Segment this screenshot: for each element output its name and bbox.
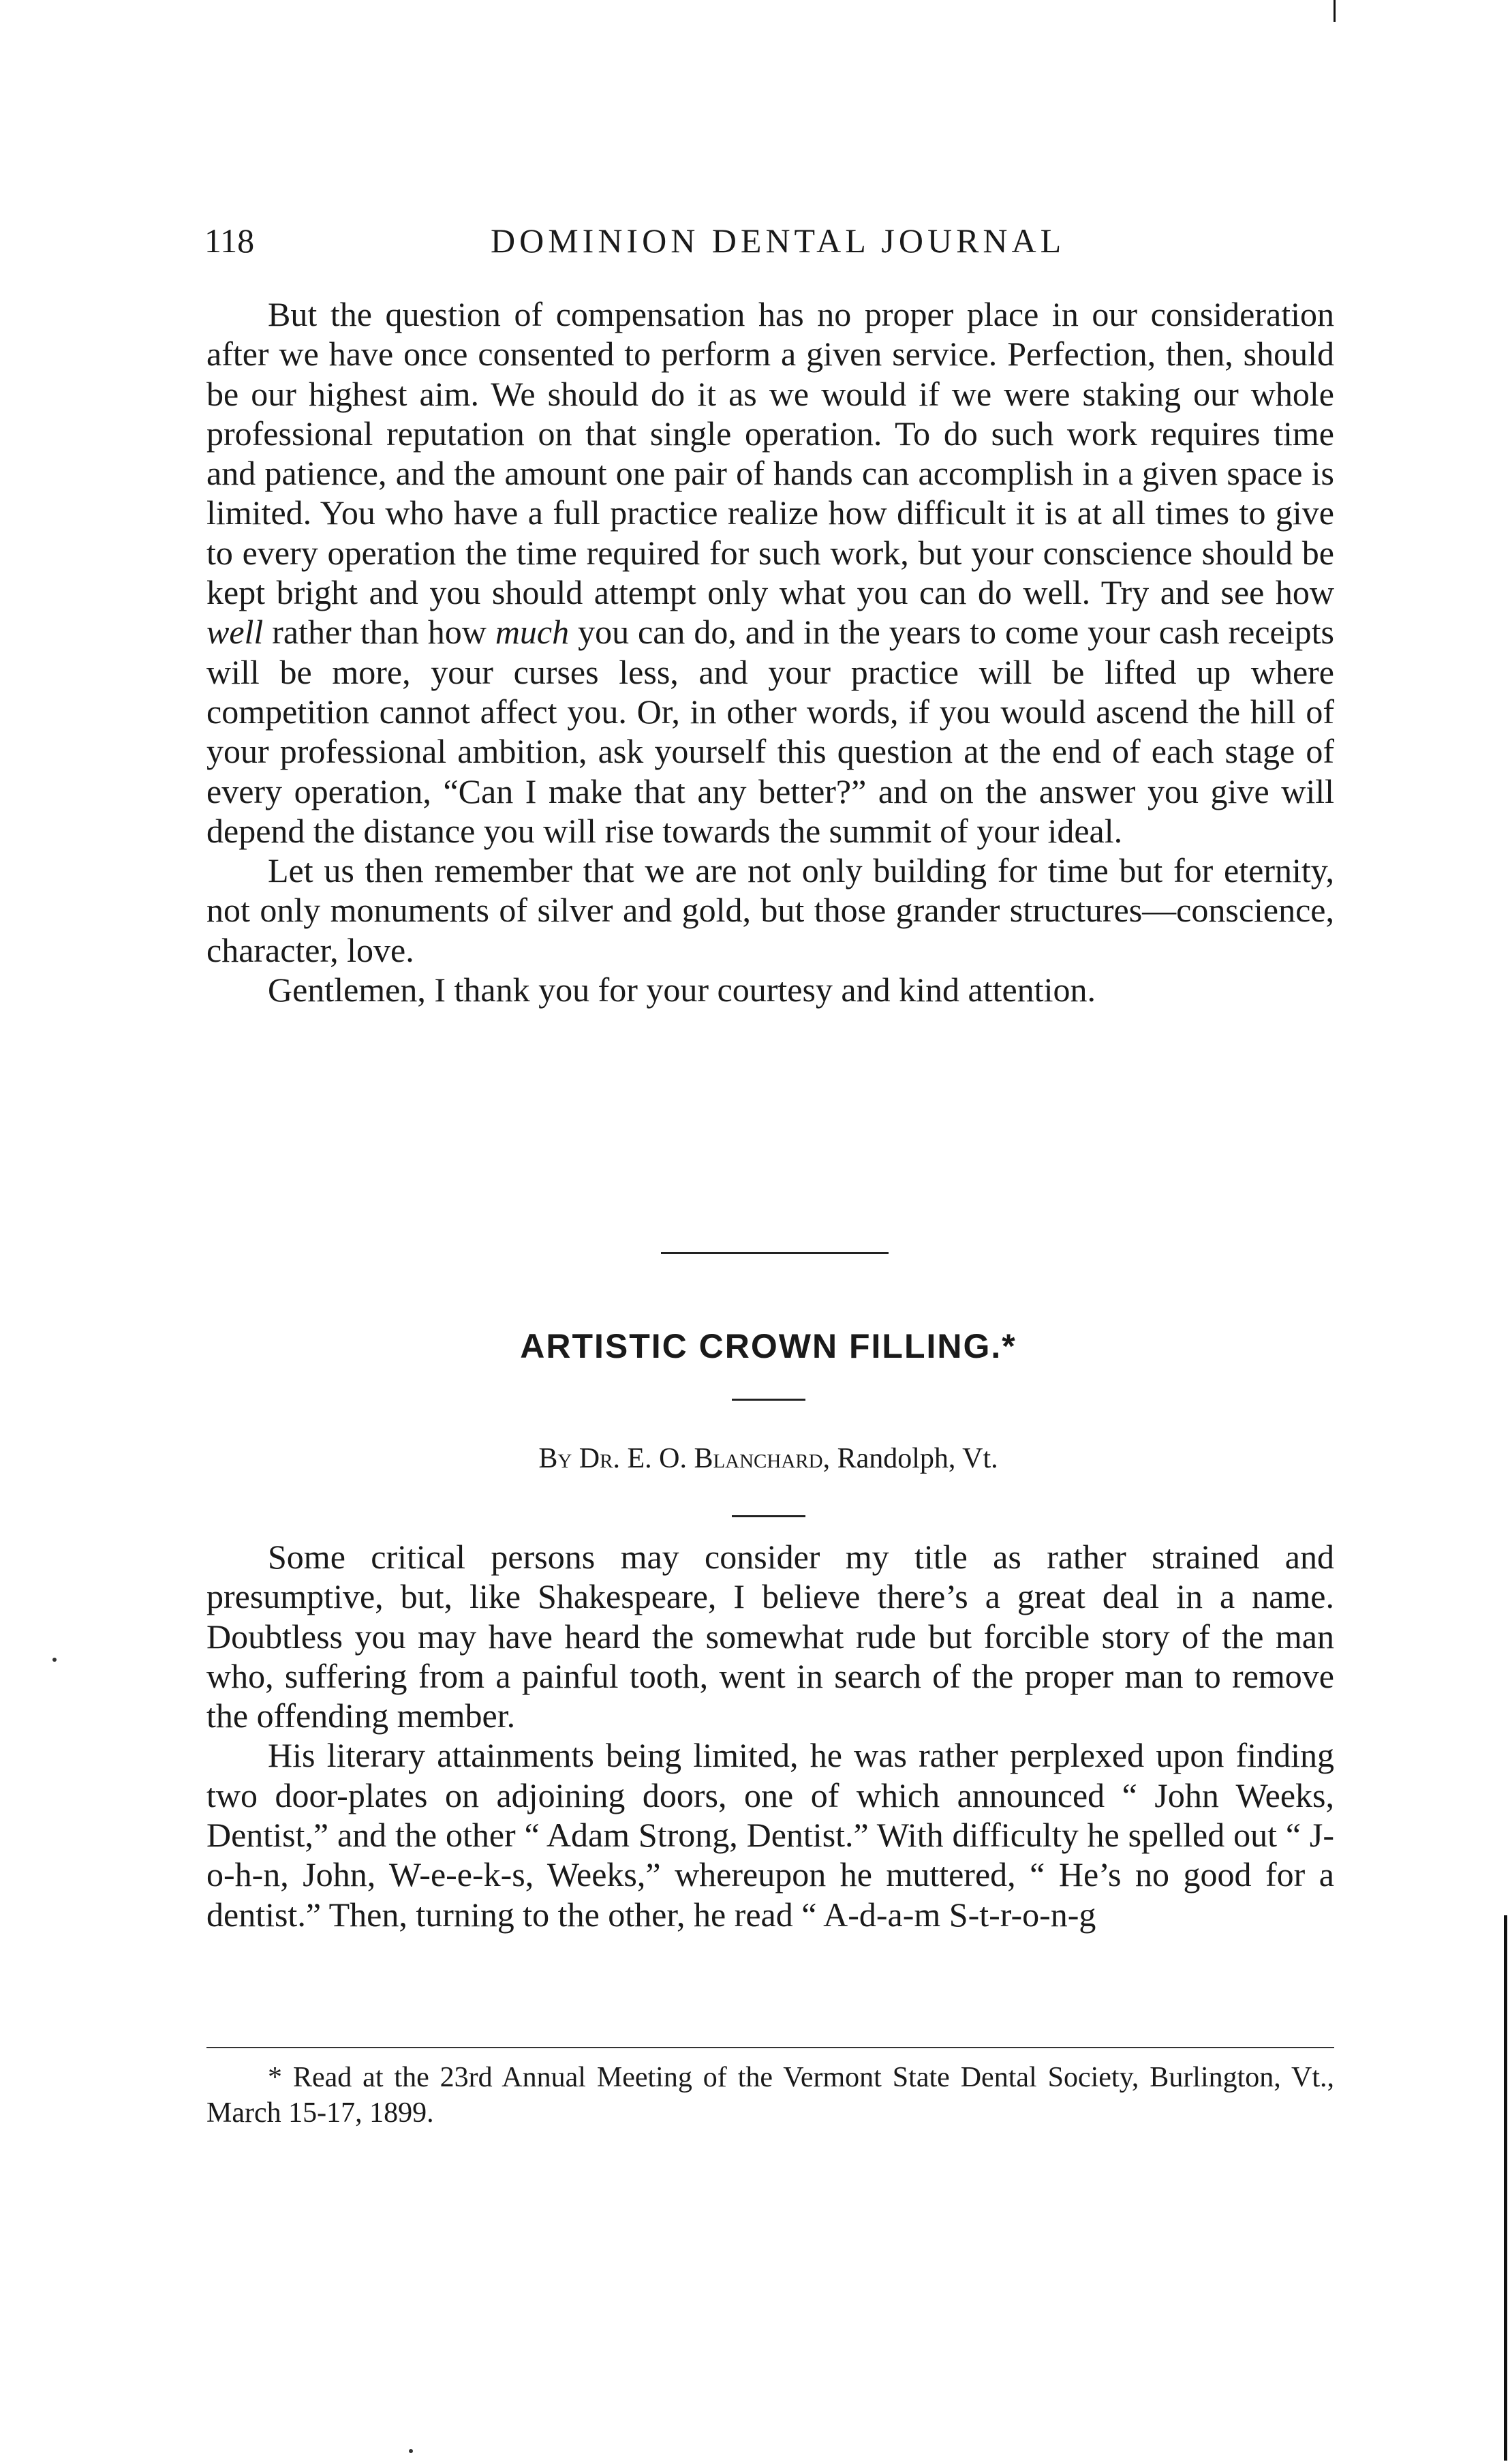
- paragraph: Gentlemen, I thank you for your courtesy and kind attention.: [268, 971, 1096, 1009]
- byline: [204, 1438, 1332, 1479]
- byline-place: Randolph, Vt.: [837, 1443, 998, 1474]
- footnote-text: * Read at the 23rd Annual Meeting of the Vermont State Dental Society, Burlington, Vt., March 15-17, 1899.: [206, 2062, 1334, 2129]
- paragraph: Some critical persons may consider my title as rather strained and presumptive, but, like Shakespeare, I believe there’s a great deal in a name. Doubtless you may have heard the somewhat rude but forcible story of the man who, suffering from a painful tooth, went in search of the proper man to remove the offending member.: [206, 1538, 1334, 1735]
- page-edge-mark: [1504, 1915, 1507, 2461]
- page-edge-mark: [1334, 0, 1336, 22]
- page-number: 118: [204, 222, 255, 260]
- byline-author: By Dr. E. O. Blanchard,: [538, 1443, 831, 1474]
- footnote-rule: [206, 2047, 1334, 2048]
- byline-rule: [732, 1515, 805, 1517]
- print-speck: [409, 2449, 413, 2453]
- paragraph: Let us then remember that we are not only building for time but for eternity, not only monuments of silver and gold, but those grander structures—conscience, character, love.: [206, 851, 1334, 969]
- print-speck: [52, 1658, 57, 1662]
- paragraph: But the question of compensation has no proper place in our consideration after we have once consented to perform a given service. Perfection, then, should be our highest aim. We should do it as we would if we were staking our whole professional reputation on that single operation. To do such work requires time and patience, and the amount one pair of hands can accomplish in a given space is limited. You who have a full practice realize how difficult it is at all times to give to every operation the time required for such work, but your conscience should be kept bright and you should attempt only what you can do well. Try and see how well rather than how much you can do, and in the years to come your cash receipts will be more, your curses less, and your practice will be lifted up where competition cannot affect you. Or, in other words, if you would ascend the hill of your professional ambition, ask yourself this question at the end of each stage of every operation, “Can I make that any better?” and on the answer you give will depend the distance you will rise towards the summit of your ideal.: [206, 295, 1334, 850]
- footnote: [206, 2060, 1334, 2131]
- previous-article-text: [206, 294, 1334, 1009]
- journal-title: DOMINION DENTAL JOURNAL: [491, 222, 1066, 260]
- running-head: [204, 217, 1118, 264]
- title-rule: [732, 1399, 805, 1401]
- article-title: ARTISTIC CROWN FILLING.*: [520, 1327, 1017, 1365]
- paragraph: His literary attainments being limited, he was rather perplexed upon finding two door-plates on adjoining doors, one of which announced “ John Weeks, Dentist,” and the other “ Adam Strong, Dentist.” With difficulty he spelled out “ J-o-h-n, John, W-e-e-k-s, Weeks,” whereupon he muttered, “ He’s no good for a dentist.” Then, turning to the other, he read “ A-d-a-m S-t-r-o-n-g: [206, 1736, 1334, 1934]
- emphasis-much: much: [495, 613, 570, 652]
- emphasis-well: well: [206, 613, 264, 652]
- article-body: [206, 1537, 1334, 1934]
- section-divider: [661, 1252, 889, 1254]
